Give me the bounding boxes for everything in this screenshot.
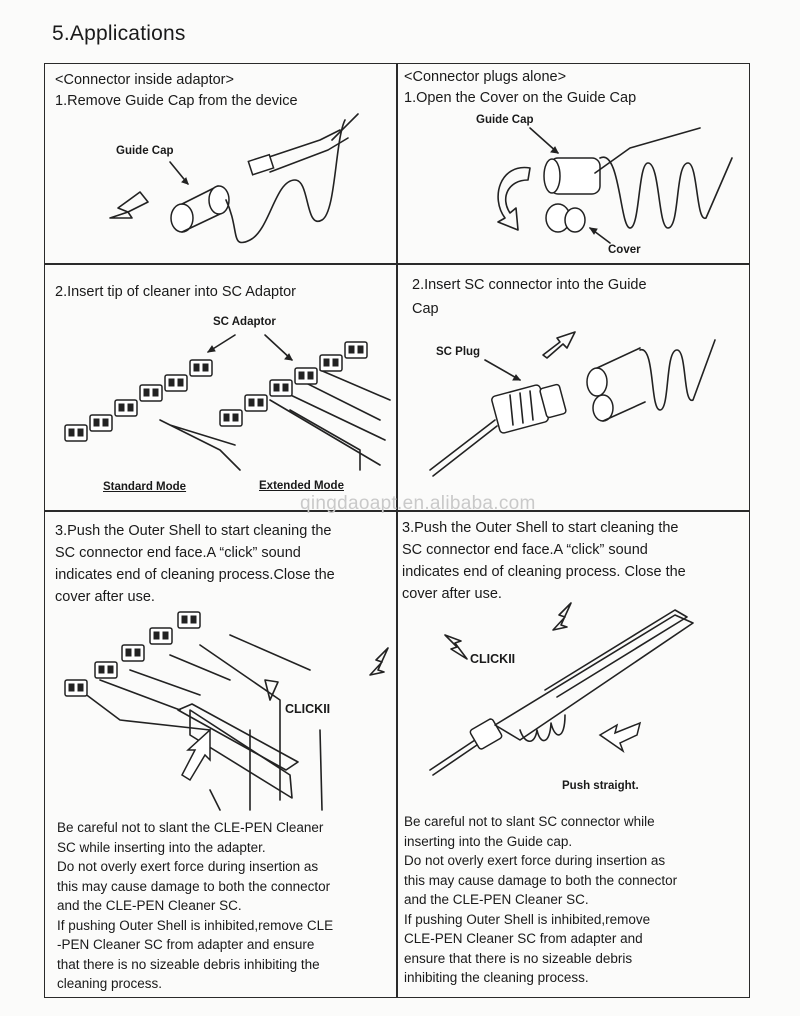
sc-adaptor-label: SC Adaptor: [213, 316, 276, 328]
remove-guide-cap-illustration: [100, 100, 380, 260]
caution-note-block: [404, 812, 677, 988]
push-outer-shell-illustration: [60, 600, 390, 810]
panel-heading: <Connector plugs alone>: [404, 69, 567, 85]
note-line: inhibiting the cleaning process.: [404, 970, 589, 985]
sc-adaptor: [65, 680, 87, 696]
guide-cap-label: Guide Cap: [116, 145, 174, 157]
cover-label: Cover: [608, 244, 641, 256]
open-cover-illustration: [470, 118, 740, 258]
step-text: Cap: [412, 301, 439, 317]
note-line: and the CLE-PEN Cleaner SC.: [404, 892, 589, 907]
note-line: If pushing Outer Shell is inhibited,remove CLE: [57, 917, 334, 933]
sc-adaptor-extended: [245, 395, 267, 411]
sc-adaptor-standard: [165, 375, 187, 391]
step-text: 1.Remove Guide Cap from the device: [55, 93, 298, 109]
step-text: 2.Insert tip of cleaner into SC Adaptor: [55, 284, 296, 300]
sc-adaptor: [150, 628, 172, 644]
sc-adaptor-extended: [320, 355, 342, 371]
sc-adaptor: [122, 645, 144, 661]
note-line: this may cause damage to both the connector: [57, 878, 331, 894]
click-label: CLICKII: [285, 702, 331, 716]
sc-adaptor-standard: [65, 425, 87, 441]
step-line: indicates end of cleaning process.Close the: [55, 567, 335, 583]
section-title: 5.Applications: [52, 22, 186, 45]
note-line: If pushing Outer Shell is inhibited,remove: [404, 911, 651, 927]
sc-adaptor-extended: [295, 368, 317, 384]
step-line: SC connector end face.A “click” sound: [55, 545, 301, 561]
note-line: and the CLE-PEN Cleaner SC.: [57, 898, 242, 913]
note-line: Be careful not to slant SC connector while: [404, 814, 655, 829]
step-line: 3.Push the Outer Shell to start cleaning the: [402, 520, 679, 536]
step-text: 1.Open the Cover on the Guide Cap: [404, 90, 637, 106]
step-text-block: [55, 520, 335, 608]
watermark: qingdaoapt.en.alibaba.com: [300, 493, 536, 514]
note-line: CLE-PEN Cleaner SC from adapter and: [404, 931, 643, 946]
sc-adaptor: [95, 662, 117, 678]
extended-mode-label: Extended Mode: [259, 480, 344, 492]
insert-sc-connector-illustration: [425, 320, 725, 490]
guide-cap-label: Guide Cap: [476, 114, 534, 126]
step-line: cover after use.: [55, 589, 155, 605]
push-straight-label: Push straight.: [562, 780, 639, 792]
note-line: -PEN Cleaner SC from adapter and ensure: [57, 937, 315, 952]
note-line: Do not overly exert force during insertion as: [57, 859, 319, 874]
note-line: Do not overly exert force during insertion as: [404, 853, 666, 868]
sc-adaptor-standard: [140, 385, 162, 401]
sc-adaptor: [178, 612, 200, 628]
panel-heading: <Connector inside adaptor>: [55, 72, 234, 88]
note-line: Be careful not to slant the CLE-PEN Cleaner: [57, 820, 324, 835]
note-line: inserting into the Guide cap.: [404, 833, 573, 849]
sc-adaptor-illustration: [60, 330, 390, 480]
step-line: cover after use.: [402, 586, 502, 602]
note-line: cleaning process.: [57, 976, 163, 991]
step-text-block: [402, 517, 686, 605]
sc-adaptor-extended: [270, 380, 292, 396]
click-label: CLICKII: [470, 652, 516, 666]
column-divider: [396, 63, 398, 998]
sc-adaptor-standard: [90, 415, 112, 431]
step-text: 2.Insert SC connector into the Guide: [412, 277, 647, 293]
note-line: that there is no sizeable debris inhibiting the: [57, 956, 320, 972]
step-line: indicates end of cleaning process. Close the: [402, 564, 686, 580]
step-line: 3.Push the Outer Shell to start cleaning the: [55, 523, 332, 539]
sc-plug-label: SC Plug: [436, 346, 481, 358]
note-line: this may cause damage to both the connector: [404, 872, 678, 888]
sc-adaptor-extended: [220, 410, 242, 426]
sc-adaptor-standard: [115, 400, 137, 416]
row-divider-1: [44, 263, 750, 265]
note-line: SC while inserting into the adapter.: [57, 839, 266, 855]
push-straight-illustration: [425, 595, 735, 785]
caution-note-block: [57, 818, 333, 994]
note-line: ensure that there is no sizeable debris: [404, 950, 633, 966]
sc-adaptor-standard: [190, 360, 212, 376]
standard-mode-label: Standard Mode: [103, 481, 187, 493]
sc-adaptor-extended: [345, 342, 367, 358]
step-line: SC connector end face.A “click” sound: [402, 542, 648, 558]
